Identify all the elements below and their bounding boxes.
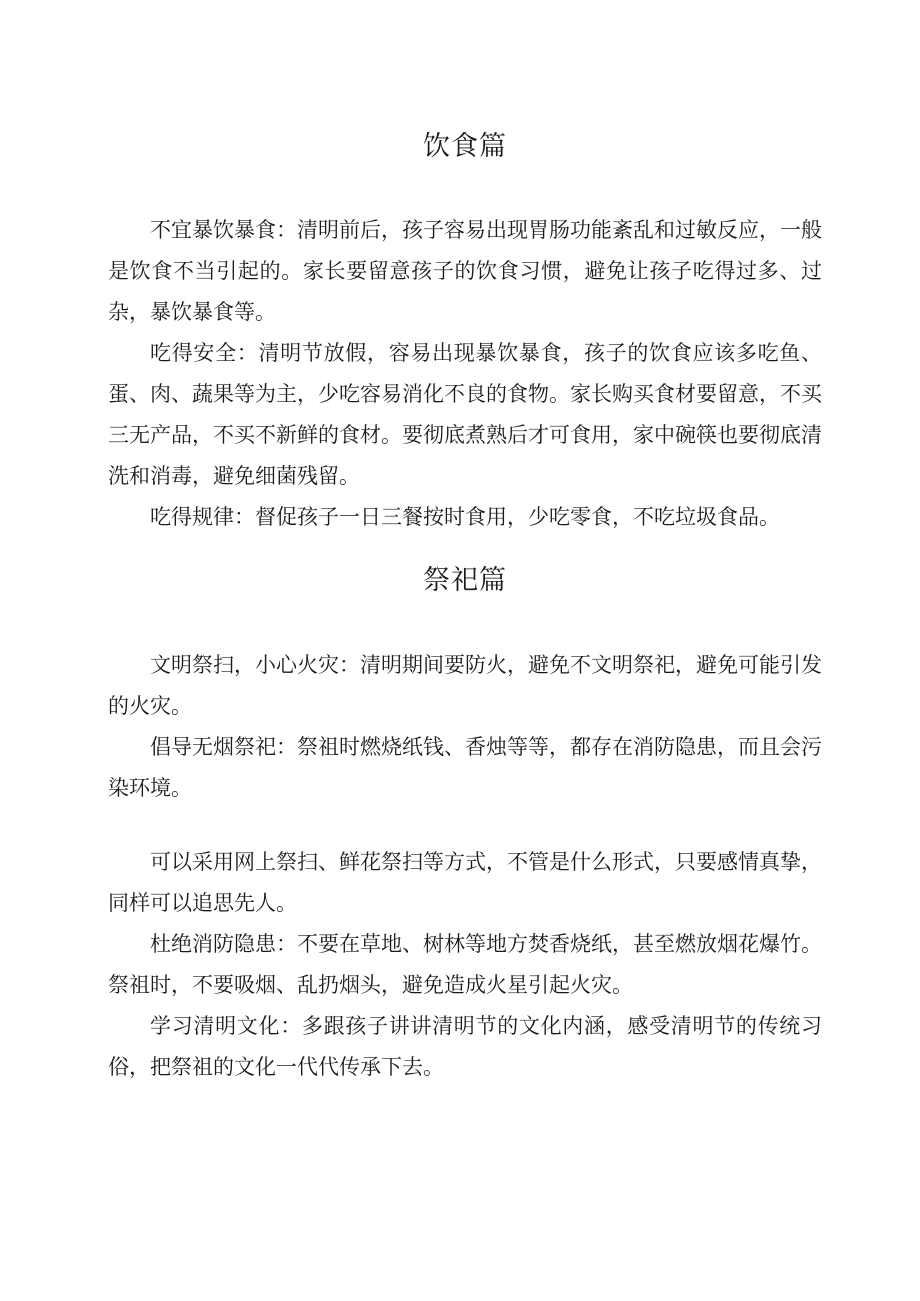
section-sacrifice-part1 xyxy=(108,645,822,809)
paragraph-online-sweeping: 可以采用网上祭扫、鲜花祭扫等方式，不管是什么形式，只要感情真挚，同样可以追思先人。 xyxy=(108,850,822,915)
paragraph-eat-safely: 吃得安全：清明节放假，容易出现暴饮暴食，孩子的饮食应该多吃鱼、蛋、肉、蔬果等为主，少吃容易消化不良的食物。家长购买食材要留意，不买三无产品，不买不新鲜的食材。要彻底煮熟后才可食用，家中碗筷也要彻底清洗和消毒，避免细菌残留。 xyxy=(108,341,822,488)
paragraph-civilized-sweeping: 文明祭扫，小心火灾：清明期间要防火，避免不文明祭祀，避免可能引发的火灾。 xyxy=(108,653,822,718)
section-diet xyxy=(108,210,822,538)
paragraph-no-overeating: 不宜暴饮暴食：清明前后，孩子容易出现胃肠功能紊乱和过敏反应，一般是饮食不当引起的。家长要留意孩子的饮食习惯，避免让孩子吃得过多、过杂，暴饮暴食等。 xyxy=(108,218,822,324)
paragraph-qingming-culture: 学习清明文化：多跟孩子讲讲清明节的文化内涵，感受清明节的传统习俗，把祭祖的文化一代代传承下去。 xyxy=(108,1014,822,1079)
section-title-diet: 饮食篇 xyxy=(423,131,507,162)
paragraph-smokeless-sacrifice: 倡导无烟祭祀：祭祖时燃烧纸钱、香烛等等，都存在消防隐患，而且会污染环境。 xyxy=(108,735,822,800)
section-sacrifice-part2 xyxy=(108,842,822,1088)
section-title-sacrifice: 祭祀篇 xyxy=(423,565,507,596)
paragraph-fire-hazards: 杜绝消防隐患：不要在草地、树林等地方焚香烧纸，甚至燃放烟花爆竹。祭祖时，不要吸烟、乱扔烟头，避免造成火星引起火灾。 xyxy=(108,932,822,997)
paragraph-eat-regularly: 吃得规律：督促孩子一日三餐按时食用，少吃零食，不吃垃圾食品。 xyxy=(150,505,780,529)
